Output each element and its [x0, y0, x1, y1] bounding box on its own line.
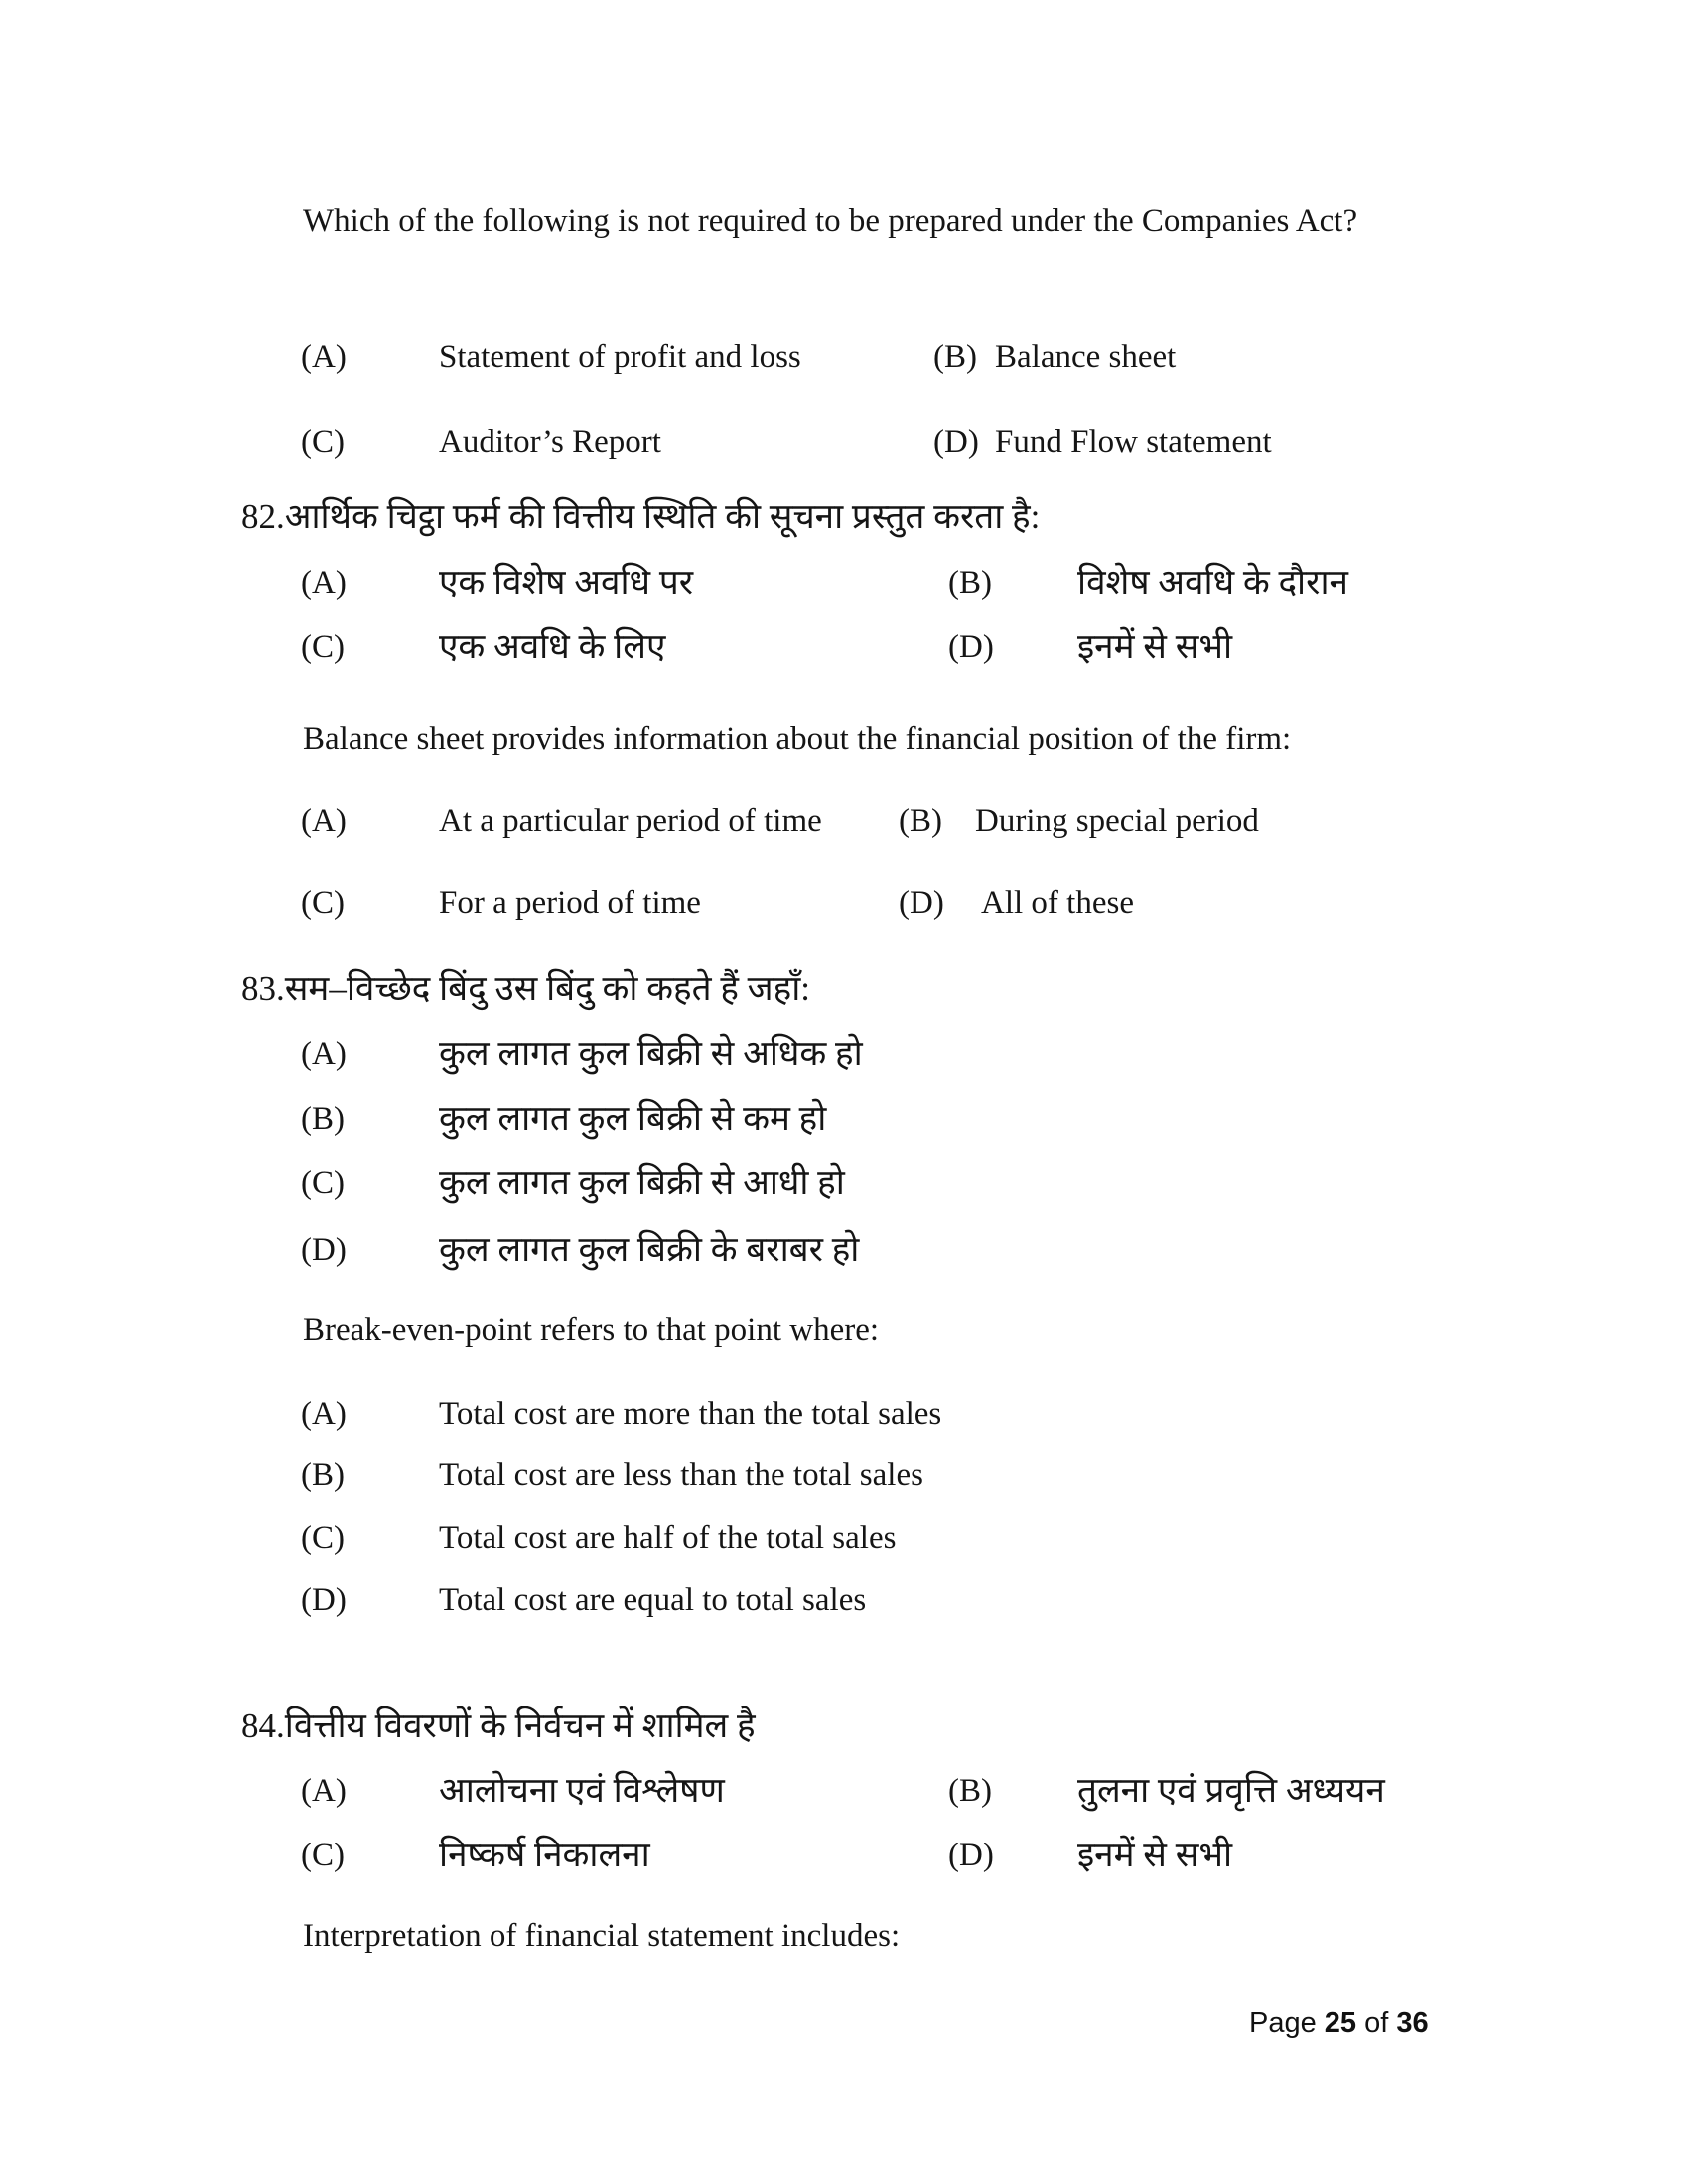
q82-hindi-option-row-ab: [0, 561, 1688, 609]
q83-english-option-row-c: [0, 1516, 1688, 1564]
q82-hindi-option-row-cd: [0, 625, 1688, 673]
option-text-d: इनमें से सभी: [1077, 1836, 1233, 1874]
q83-english-option-row-d: [0, 1578, 1688, 1626]
option-marker-c: (C): [301, 886, 345, 921]
q82-english-option-row-cd: [0, 882, 1688, 929]
option-marker-b: (B): [899, 803, 942, 839]
option-text-c: Auditor’s Report: [439, 424, 661, 460]
option-marker-c: (C): [301, 629, 345, 665]
question-82-number: 82.: [241, 497, 285, 536]
option-text-d: All of these: [981, 886, 1134, 921]
option-marker-b: (B): [948, 565, 992, 601]
question-84-hindi: [241, 1704, 756, 1749]
option-text-a: आलोचना एवं विश्लेषण: [439, 1771, 725, 1810]
option-marker-d: (D): [948, 1838, 994, 1873]
option-text-b: Balance sheet: [995, 340, 1177, 375]
option-text-b: Total cost are less than the total sales: [439, 1457, 923, 1493]
option-marker-d: (D): [301, 1232, 347, 1268]
option-marker-b: (B): [948, 1773, 992, 1809]
option-text-a: At a particular period of time: [439, 803, 822, 839]
footer-page-word: Page: [1249, 2007, 1317, 2039]
option-marker-b: (B): [301, 1457, 345, 1493]
question-83-hindi-text: सम–विच्छेद बिंदु उस बिंदु को कहते हैं जहाँ:: [284, 969, 811, 1008]
footer-total-pages: 36: [1396, 2007, 1429, 2039]
option-marker-a: (A): [301, 1396, 347, 1432]
question-84-english-text: Interpretation of financial statement includes:: [303, 1918, 901, 1954]
option-marker-a: (A): [301, 803, 347, 839]
option-text-a: कुल लागत कुल बिक्री से अधिक हो: [439, 1034, 863, 1073]
question-84-hindi-text: वित्तीय विवरणों के निर्वचन में शामिल है: [284, 1706, 756, 1745]
option-marker-a: (A): [301, 1773, 347, 1809]
option-text-b: तुलना एवं प्रवृत्ति अध्ययन: [1077, 1771, 1385, 1810]
option-text-a: एक विशेष अवधि पर: [439, 563, 694, 602]
question-83-number: 83.: [241, 969, 285, 1008]
question-82-hindi: [241, 494, 1040, 540]
option-text-d: इनमें से सभी: [1077, 627, 1233, 666]
q81-option-row-cd: [0, 420, 1688, 468]
option-marker-c: (C): [301, 1838, 345, 1873]
q83-hindi-option-row-d: [0, 1228, 1688, 1276]
question-83-english-text: Break-even-point refers to that point where:: [303, 1312, 880, 1348]
option-text-b: कुल लागत कुल बिक्री से कम हो: [439, 1099, 827, 1138]
question-81-english-text: Which of the following is not required to be prepared under the Companies Act?: [303, 204, 1358, 239]
option-text-b: During special period: [975, 803, 1259, 839]
question-82-english-text: Balance sheet provides information about the financial position of the firm:: [303, 721, 1292, 756]
q81-option-row-ab: [0, 336, 1688, 383]
footer-of-word: of: [1364, 2007, 1389, 2039]
option-text-c: एक अवधि के लिए: [439, 627, 666, 666]
question-84-number: 84.: [241, 1706, 285, 1745]
option-text-c: कुल लागत कुल बिक्री से आधी हो: [439, 1163, 845, 1202]
q83-english-option-row-b: [0, 1453, 1688, 1501]
q83-hindi-option-row-a: [0, 1032, 1688, 1080]
option-marker-b: (B): [933, 340, 977, 375]
option-marker-a: (A): [301, 1036, 347, 1072]
option-marker-d: (D): [933, 424, 979, 460]
option-marker-d: (D): [899, 886, 944, 921]
footer-page-number: 25: [1324, 2007, 1357, 2039]
option-marker-d: (D): [301, 1582, 347, 1618]
option-text-b: विशेष अवधि के दौरान: [1077, 563, 1348, 602]
option-text-a: Total cost are more than the total sales: [439, 1396, 942, 1432]
q82-english-option-row-ab: [0, 799, 1688, 847]
page-footer: [1249, 2007, 1429, 2040]
q84-hindi-option-row-ab: [0, 1769, 1688, 1817]
option-marker-b: (B): [301, 1101, 345, 1137]
option-text-d: कुल लागत कुल बिक्री के बराबर हो: [439, 1230, 860, 1269]
q83-hindi-option-row-c: [0, 1161, 1688, 1209]
option-marker-a: (A): [301, 565, 347, 601]
option-marker-c: (C): [301, 424, 345, 460]
option-marker-c: (C): [301, 1165, 345, 1201]
option-marker-a: (A): [301, 340, 347, 375]
question-83-hindi: [241, 966, 810, 1012]
option-text-c: For a period of time: [439, 886, 701, 921]
option-text-d: Fund Flow statement: [995, 424, 1272, 460]
question-82-hindi-text: आर्थिक चिट्ठा फर्म की वित्तीय स्थिति की सूचना प्रस्तुत करता है:: [284, 497, 1041, 536]
option-text-d: Total cost are equal to total sales: [439, 1582, 867, 1618]
option-text-a: Statement of profit and loss: [439, 340, 801, 375]
option-marker-c: (C): [301, 1520, 345, 1556]
q83-english-option-row-a: [0, 1392, 1688, 1439]
q83-hindi-option-row-b: [0, 1097, 1688, 1145]
option-text-c: निष्कर्ष निकालना: [439, 1836, 650, 1874]
q84-hindi-option-row-cd: [0, 1834, 1688, 1881]
option-marker-d: (D): [948, 629, 994, 665]
option-text-c: Total cost are half of the total sales: [439, 1520, 897, 1556]
